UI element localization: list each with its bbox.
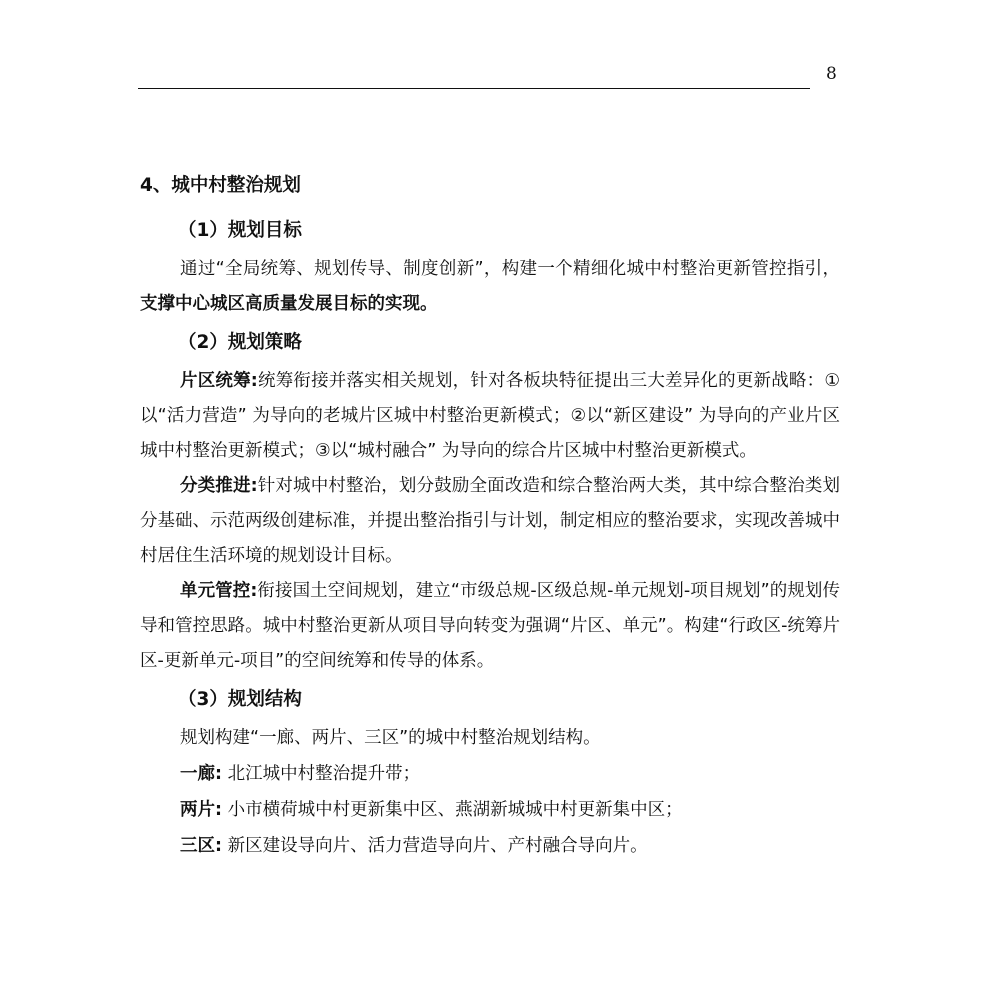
goal-text-bold: 支撑中心城区高质量发展目标的实现。 [140, 294, 438, 314]
page-number: 8 [826, 64, 837, 84]
strategy-text-3: 衔接国土空间规划，建立“市级总规-区级总规-单元规划-项目规划”的规划传导和管控思路。城中村整治更新从项目导向转变为强调“片区、单元”。构建“行政区-统筹片区-更新单元-项目”的空间统筹和传导的体系。 [140, 581, 840, 671]
goal-paragraph [140, 252, 840, 322]
subheading-structure: （3）规划结构 [178, 689, 302, 710]
section-heading: 4、城中村整治规划 [140, 175, 301, 196]
structure-text: 小市横荷城中村更新集中区、燕湖新城城中村更新集中区； [227, 800, 683, 820]
strategy-paragraph-3 [140, 574, 840, 679]
structure-text: 北江城中村整治提升带； [227, 764, 421, 784]
strategy-paragraph-1 [140, 364, 840, 469]
strategy-label-1: 片区统筹: [180, 371, 258, 391]
strategy-label-2: 分类推进: [180, 476, 258, 496]
header-rule [138, 88, 810, 89]
structure-item [140, 756, 840, 792]
structure-label: 一廊: [180, 764, 222, 784]
structure-item [140, 792, 840, 828]
strategy-label-3: 单元管控: [180, 581, 258, 601]
subheading-strategy: （2）规划策略 [178, 332, 302, 353]
strategy-paragraph-2 [140, 469, 840, 574]
subheading-goal: （1）规划目标 [178, 220, 302, 241]
structure-intro: 规划构建“一廊、两片、三区”的城中村整治规划结构。 [180, 728, 601, 748]
structure-item [140, 828, 840, 864]
document-body [140, 162, 840, 864]
structure-label: 三区: [180, 836, 222, 856]
goal-text: 通过“全局统筹、规划传导、制度创新”，构建一个精细化城中村整治更新管控指引， [180, 259, 840, 279]
strategy-text-1: 统筹衔接并落实相关规划，针对各板块特征提出三大差异化的更新战略：①以“活力营造” 为导向的老城片区城中村整治更新模式；②以“新区建设” 为导向的产业片区城中村整治更新模式；③以“城村融合” 为导向的综合片区城中村整治更新模式。 [140, 371, 841, 461]
structure-text: 新区建设导向片、活力营造导向片、产村融合导向片。 [227, 836, 648, 856]
structure-label: 两片: [180, 800, 222, 820]
strategy-text-2: 针对城中村整治，划分鼓励全面改造和综合整治两大类，其中综合整治类划分基础、示范两级创建标准，并提出整治指引与计划，制定相应的整治要求，实现改善城中村居住生活环境的规划设计目标。 [140, 476, 840, 566]
